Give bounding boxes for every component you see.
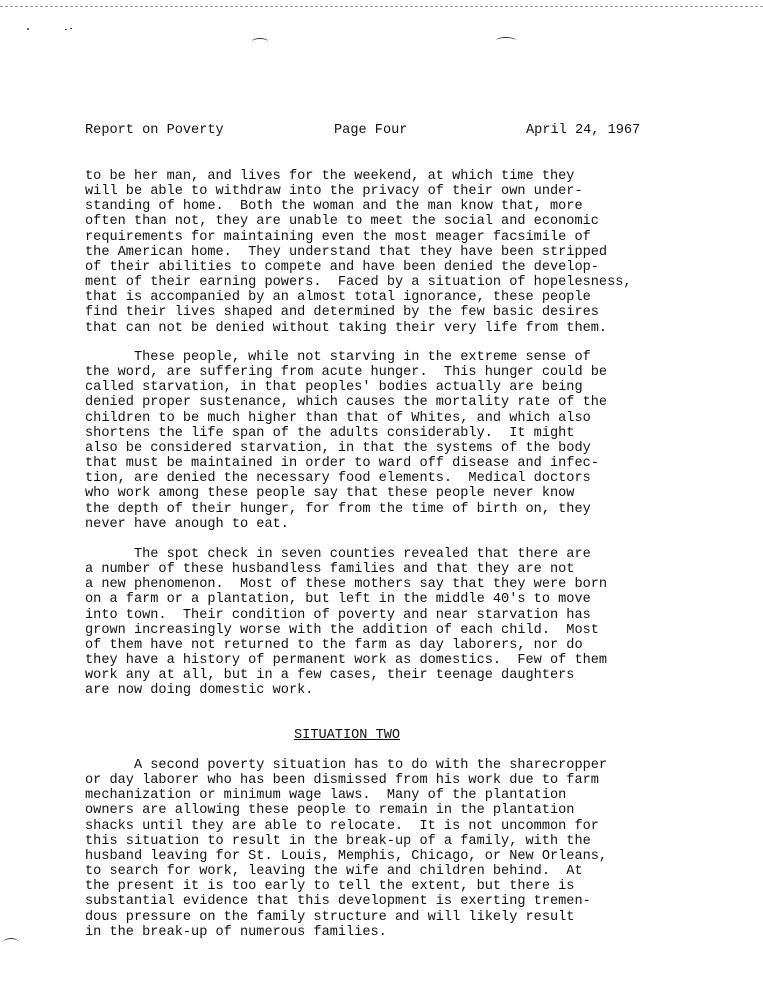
top-edge-rule	[0, 6, 763, 7]
scan-speck	[65, 29, 67, 30]
scan-mark	[496, 37, 516, 44]
paragraph: A second poverty situation has to do with the sharecropper or day laborer who has been dismissed from his work due to farm mechanization or minimum wage laws. Many of the plantation owners are allowing these people to remain in the plantation shacks until they are able to relocate. It is not uncommon for this situation to result in the break-up of a family, with the husband leaving for St. Louis, Memphis, Chicago, or New Orleans, to search for work, leaving the wife and children behind. At the present it is too early to tell the extent, but there is substantial evidence that this development is exerting tremen- dous pressure on the family structure and will likely result in the break-up of numerous families.	[85, 758, 608, 940]
scan-speck	[70, 28, 72, 29]
header-page-number: Page Four	[334, 123, 408, 138]
header-report-title: Report on Poverty	[85, 123, 224, 138]
header-date: April 24, 1967	[526, 123, 641, 138]
paragraph: to be her man, and lives for the weekend, at which time they will be able to withdraw into the privacy of their own under- standing of home. Both the woman and the man know that, more often than not, they are unable to meet the social and economic requirements for maintaining even the most meager facsimile of the American home. They understand that they have been stripped of their abilities to compete and have been denied the develop- ment of their earning powers. Faced by a situation of hopelesness, that is accompanied by an almost total ignorance, these people find their lives shaped and determined by the few basic desires that can not be denied without taking their very life from them.	[85, 169, 632, 336]
section-heading: SITUATION TWO	[294, 728, 401, 743]
paragraph: The spot check in seven counties revealed that there are a number of these husbandless families and that they are not a new phenomenon. Most of these mothers say that they were born on a farm or a plantation, but left in the middle 40's to move into town. Their condition of poverty and near starvation has grown increasingly worse with the addition of each child. Most of them have not returned to the farm as day laborers, nor do they have a history of permanent work as domestics. Few of them work any at all, but in a few cases, their teenage daughters are now doing domestic work.	[85, 547, 608, 699]
scan-mark	[3, 938, 19, 947]
paragraph: These people, while not starving in the extreme sense of the word, are suffering from acute hunger. This hunger could be called starvation, in that peoples' bodies actually are being denied proper sustenance, which causes the mortality rate of the children to be much higher than that of Whites, and which also shortens the life span of the adults considerably. It might also be considered starvation, in that the systems of the body that must be maintained in order to ward off disease and infec- tion, are denied the necessary food elements. Medical doctors who work among these people say that these people never know the depth of their hunger, for from the time of birth on, they never have anough to eat.	[85, 350, 608, 532]
scan-mark	[252, 38, 268, 45]
scan-speck	[27, 28, 29, 30]
